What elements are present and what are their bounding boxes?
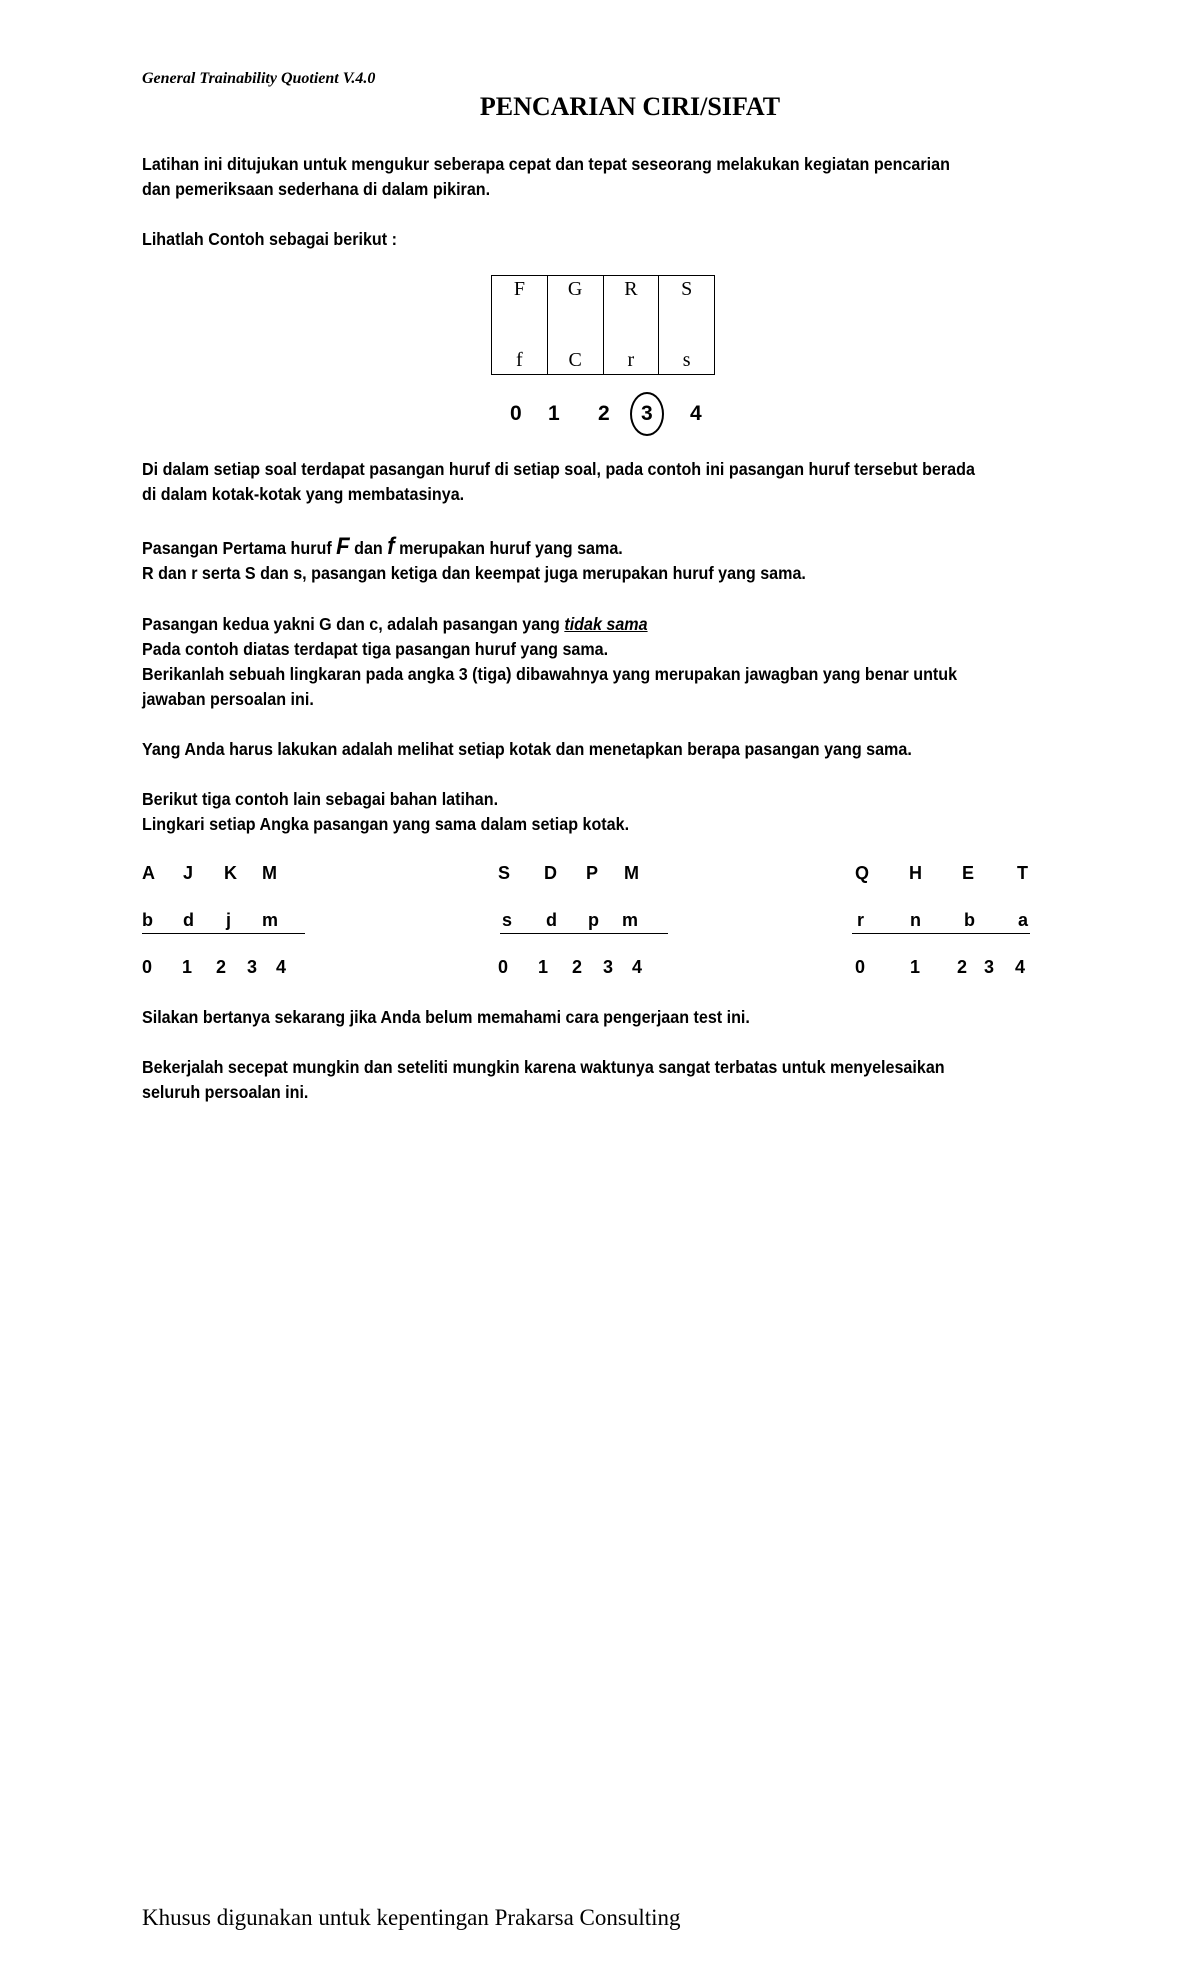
example-bottom-letter: f (516, 349, 523, 371)
practice-answer[interactable]: 2 (216, 957, 227, 977)
example-box (491, 275, 715, 375)
practice-answer[interactable]: 0 (855, 957, 866, 977)
work-paragraph: Bekerjalah secepat mungkin dan seteliti mungkin karena waktunya sangat terbatas untuk menyelesaikan seluruh persoalan ini. (142, 1057, 945, 1102)
second-pair-paragraph: Pasangan kedua yakni G dan c, adalah pasangan yang tidak sama Pada contoh diatas terdapat tiga pasangan huruf yang sama. Berikanlah sebuah lingkaran pada angka 3 (tiga) dibawahnya yang merupakan jawagban yang benar untuk jawaban persoalan ini. (142, 614, 958, 709)
practice-bottom-letter: m (262, 910, 279, 930)
practice-top-letter: E (962, 863, 975, 883)
practice-answer[interactable]: 4 (1015, 957, 1026, 977)
practice-underline (852, 933, 1030, 934)
ask-paragraph: Silakan bertanya sekarang jika Anda belum memahami cara pengerjaan test ini. (142, 1007, 750, 1027)
answer-number[interactable]: 0 (510, 402, 522, 425)
practice-answer[interactable]: 4 (276, 957, 287, 977)
practice-answer[interactable]: 2 (572, 957, 583, 977)
example-bottom-letter: C (568, 349, 582, 371)
example-top-letter: F (513, 278, 525, 300)
practice-top-letter: P (586, 863, 599, 883)
practice-answer[interactable]: 2 (957, 957, 968, 977)
practice-bottom-letter: n (910, 910, 921, 930)
answer-number[interactable]: 1 (548, 402, 560, 425)
task-paragraph: Yang Anda harus lakukan adalah melihat setiap kotak dan menetapkan berapa pasangan yang sama. (142, 739, 912, 759)
intro-paragraph (142, 152, 1066, 202)
document-header: General Trainability Quotient V.4.0 (142, 70, 376, 87)
practice-underline (142, 933, 305, 934)
answer-circle (630, 392, 664, 436)
practice-answer[interactable]: 0 (498, 957, 509, 977)
example-top-letter: G (567, 278, 583, 300)
practice-answer[interactable]: 3 (603, 957, 614, 977)
practice-answer[interactable]: 4 (632, 957, 643, 977)
practice-top-letter: H (909, 863, 922, 883)
practice-bottom-letter: b (142, 910, 153, 930)
practice-top-letter: S (498, 863, 511, 883)
practice-top-letter: Q (855, 863, 870, 883)
example-cell (548, 276, 604, 374)
practice-bottom-letter: r (857, 910, 865, 930)
practice-underline (500, 933, 668, 934)
first-pair-paragraph: Pasangan Pertama huruf F dan f merupakan huruf yang sama. R dan r serta S dan s, pasangan ketiga dan keempat juga merupakan huruf yang sama. (142, 533, 806, 583)
practice-top-letter: M (262, 863, 277, 883)
practice-bottom-letter: m (622, 910, 639, 930)
practice-top-letter: J (183, 863, 194, 883)
example-top-letter: R (624, 278, 638, 300)
answer-number[interactable]: 4 (690, 402, 702, 425)
practice-answer[interactable]: 1 (910, 957, 921, 977)
intro-line: Latihan ini ditujukan untuk mengukur seberapa cepat dan tepat seseorang melakukan kegiatan pencarian (142, 154, 950, 174)
practice-bottom-letter: s (502, 910, 513, 930)
practice-answer[interactable]: 1 (538, 957, 549, 977)
example-bottom-letter: r (627, 349, 635, 371)
practice-bottom-letter: p (588, 910, 599, 930)
answer-number[interactable]: 2 (598, 402, 610, 425)
practice-bottom-letter: j (226, 910, 232, 930)
example-cell (659, 276, 714, 374)
page-title: PENCARIAN CIRI/SIFAT (479, 92, 781, 121)
practice-top-letter: A (142, 863, 155, 883)
document-footer: Khusus digunakan untuk kepentingan Prakarsa Consulting (142, 1905, 681, 1930)
example-cell (604, 276, 660, 374)
example-label: Lihatlah Contoh sebagai berikut : (142, 229, 397, 249)
practice-bottom-letter: d (183, 910, 194, 930)
answer-number-circled[interactable]: 3 (641, 402, 653, 425)
practice-top-letter: M (624, 863, 639, 883)
intro-line: dan pemeriksaan sederhana di dalam pikiran. (142, 179, 491, 199)
practice-bottom-letter: b (964, 910, 975, 930)
practice-top-letter: D (544, 863, 557, 883)
practice-answer[interactable]: 1 (182, 957, 193, 977)
example-bottom-letter: s (682, 349, 691, 371)
practice-answer[interactable]: 0 (142, 957, 153, 977)
example-cell (492, 276, 548, 374)
practice-intro-paragraph: Berikut tiga contoh lain sebagai bahan latihan. Lingkari setiap Angka pasangan yang sama dalam setiap kotak. (142, 789, 630, 834)
practice-answer[interactable]: 3 (247, 957, 258, 977)
practice-bottom-letter: a (1018, 910, 1029, 930)
practice-bottom-letter: d (546, 910, 557, 930)
practice-top-letter: K (224, 863, 237, 883)
example-answer-row (0, 402, 1200, 442)
pairs-paragraph: Di dalam setiap soal terdapat pasangan huruf di setiap soal, pada contoh ini pasangan huruf tersebut berada di dalam kotak-kotak yang membatasinya. (142, 459, 975, 504)
example-top-letter: S (681, 278, 693, 300)
practice-top-letter: T (1017, 863, 1028, 883)
practice-answer[interactable]: 3 (984, 957, 995, 977)
